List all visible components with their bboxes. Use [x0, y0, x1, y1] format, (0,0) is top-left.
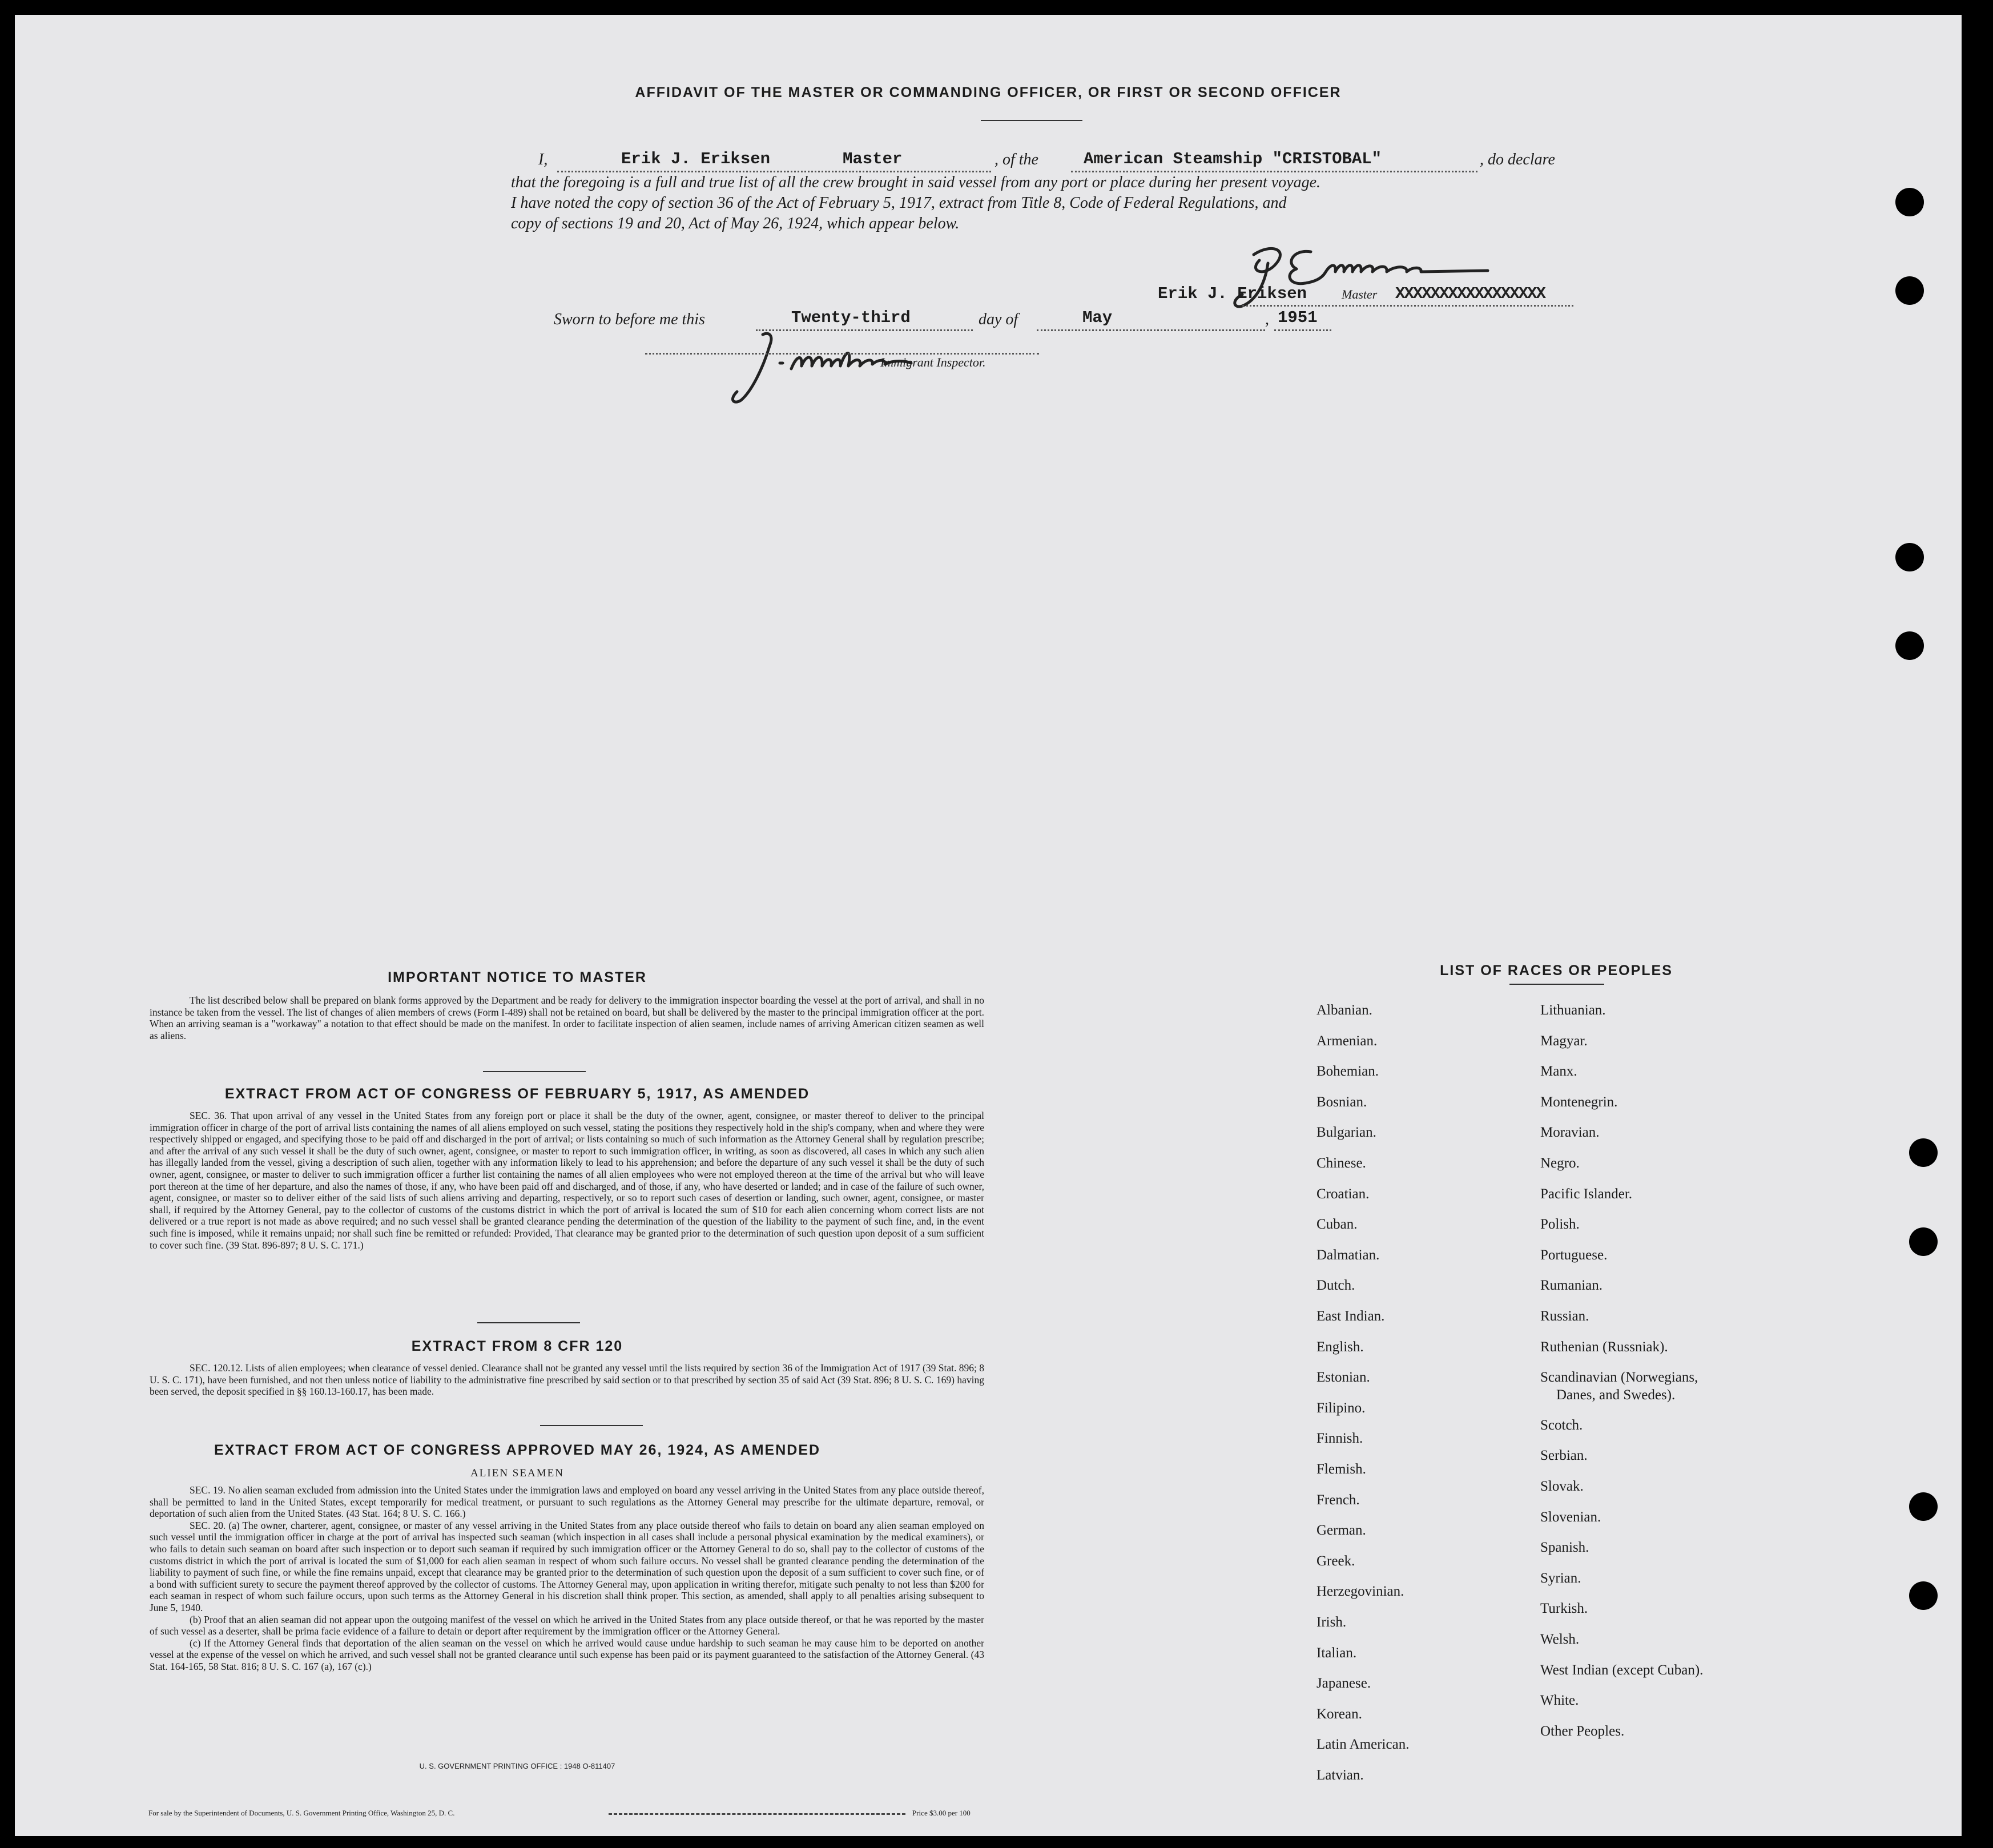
vessel-filled: American Steamship "CRISTOBAL": [1084, 150, 1382, 168]
race-item: Russian.: [1540, 1309, 1589, 1324]
race-item: Scotch.: [1540, 1417, 1583, 1433]
race-item: West Indian (except Cuban).: [1540, 1662, 1704, 1678]
sec-20b-text: (b) Proof that an alien seaman did not appear upon the outgoing manifest of the vessel on which he arrived in the United States from any place outside thereof, or that he was reported by the master of such vessel as a deserter, shall be prima facie evidence of a failure to detain or deport after requirement by the immigration officer or the Attorney General.: [150, 1613, 984, 1637]
affidavit-body-line-3: copy of sections 19 and 20, Act of May 26, 1924, which appear below.: [511, 215, 960, 232]
footer-right: Price $3.00 per 100: [912, 1809, 971, 1817]
race-item: Portuguese.: [1540, 1247, 1608, 1263]
vessel-blank: [1071, 171, 1477, 172]
race-item: Italian.: [1316, 1645, 1357, 1661]
race-item: Filipino.: [1316, 1400, 1366, 1416]
race-item: Latin American.: [1316, 1737, 1410, 1753]
notice-title: IMPORTANT NOTICE TO MASTER: [388, 969, 647, 985]
race-item: Welsh.: [1540, 1632, 1580, 1647]
extract-cfr-title: EXTRACT FROM 8 CFR 120: [411, 1338, 623, 1354]
affidavit-title: AFFIDAVIT OF THE MASTER OR COMMANDING OFFICER, OR FIRST OR SECOND OFFICER: [635, 84, 1342, 100]
extract-1917-text: SEC. 36. That upon arrival of any vessel in the United States from any foreign port or place it shall be the duty of the owner, agent, consignee, or master thereof to deliver to the principal immigration officer in charge of the port of arrival lists containing the names of all aliens employed on such vessel, stating the positions they respectively hold in the ship's company, when and where they were respectively shipped or engaged, and specifying those to be paid off and discharged in the port of arrival; or lists containing so much of such information as the Attorney General shall by regulation prescribe; and after the arrival of any such vessel it shall be the duty of such owner, agent, consignee, or master to report to such immigration officer, in writing, as soon as discovered, all cases in which any such alien has illegally landed from the vessel, giving a description of such alien, together with any information likely to lead to his apprehension; and before the departure of any such vessel it shall be the duty of such owner, agent, consignee, or master to deliver to such immigration officer a further list containing the names of all alien employees who were not employed thereon at the time of the arrival but who will leave port thereon at the time of her departure, and also the names of those, if any, who have been paid off and discharged, and of those, if any, who have deserted or landed; and in case of the failure of such owner, agent, consignee, or master so to deliver either of the said lists of such aliens arriving and departing, respectively, or so to report such cases of desertion or landing, such owner, agent, consignee, or master shall, if required by the Attorney General, pay to the collector of customs of the customs district in which the port of arrival is located the sum of $10 for each alien concerning whom correct lists are not delivered or a true report is not made as above required; and no such vessel shall be granted clearance pending the determination of the question of the liability to the payment of such fine, and, in the event such fine is imposed, while it remains unpaid; nor shall such fine be remitted or refunded: Provided, That clearance may be granted prior to the determination of such question upon deposit of a sum sufficient to cover such fine. (39 Stat. 896-897; 8 U. S. C. 171.): [150, 1110, 984, 1251]
affidavit-pre-name: I,: [538, 151, 548, 168]
race-item: English.: [1316, 1339, 1364, 1355]
race-item: Chinese.: [1316, 1155, 1366, 1171]
race-item: Herzegovinian.: [1316, 1584, 1404, 1600]
race-item: Ruthenian (Russniak).: [1540, 1339, 1668, 1355]
punch-hole: [1909, 1581, 1938, 1610]
footer-left: For sale by the Superintendent of Documents, U. S. Government Printing Office, Washington 25, D. C.: [148, 1809, 455, 1817]
race-item: White.: [1540, 1693, 1579, 1709]
sworn-prefix: Sworn to before me this: [554, 311, 705, 328]
race-item: Greek.: [1316, 1553, 1355, 1569]
divider-3: [540, 1425, 643, 1426]
sworn-year-blank: [1274, 329, 1331, 331]
race-item: Montenegrin.: [1540, 1094, 1618, 1110]
notice-text: The list described below shall be prepared on blank forms approved by the Department and be ready for delivery to the immigration inspector boarding the vessel at the port of arrival, and shall in no instance be taken from the vessel. The list of changes of alien members of crews (Form I-489) shall not be retained on board, but shall be delivered by the master to the principal immigration officer at the port. When an arriving seaman is a "workaway" a notation to that effect should be made on the manifest. In order to facilitate inspection of alien seamen, include names of arriving American citizen seamen as well as aliens.: [150, 995, 984, 1041]
race-item: Turkish.: [1540, 1601, 1588, 1617]
race-item: Manx.: [1540, 1064, 1577, 1080]
extract-1924-body: [150, 1484, 984, 1673]
rank-filled: Master: [843, 150, 903, 168]
race-item: Serbian.: [1540, 1448, 1588, 1464]
races-title: LIST OF RACES OR PEOPLES: [1440, 963, 1673, 979]
race-item: Bulgarian.: [1316, 1125, 1376, 1141]
race-item: East Indian.: [1316, 1309, 1385, 1324]
year-comma: ,: [1265, 311, 1269, 328]
sec-19-text: SEC. 19. No alien seaman excluded from admission into the United States under the immigration laws and employed on board any vessel arriving in the United States from any place outside thereof, shall be permitted to land in the United States, except temporarily for medical treatment, or pursuant to such regulations as the Attorney General may prescribe for the ultimate departure, removal, or deportation of such alien from the United States. (43 Stat. 164; 8 U. S. C. 166.): [150, 1484, 984, 1520]
race-item: Korean.: [1316, 1706, 1362, 1722]
race-item: Bosnian.: [1316, 1094, 1367, 1110]
affidavit-body-line-1: that the foregoing is a full and true list of all the crew brought in said vessel from any port or place during her present voyage.: [511, 174, 1321, 191]
sworn-day: Twenty-third: [791, 308, 911, 327]
race-item: Rumanian.: [1540, 1278, 1603, 1294]
sec-20c-text: (c) If the Attorney General finds that deportation of the alien seaman on the vessel on which he arrived would cause undue hardship to such seaman he may cause him to be deported on another vessel at the expense of the vessel on which he arrived, and such vessel shall not be granted clearance until such expense has been paid or its payment guaranteed to the satisfaction of the Attorney General. (43 Stat. 164-165, 58 Stat. 816; 8 U. S. C. 167 (a), 167 (c).): [150, 1637, 984, 1672]
race-item: Slovenian.: [1540, 1509, 1601, 1525]
name-blank: [557, 171, 991, 172]
sworn-month: May: [1082, 308, 1113, 327]
typed-signer: Erik J. Eriksen: [1158, 284, 1307, 303]
race-item: Other Peoples.: [1540, 1723, 1625, 1739]
race-item: Lithuanian.: [1540, 1002, 1606, 1018]
extract-1924-title: EXTRACT FROM ACT OF CONGRESS APPROVED MAY 26, 1924, AS AMENDED: [214, 1442, 821, 1458]
race-item: Flemish.: [1316, 1462, 1366, 1477]
race-item: Irish.: [1316, 1615, 1347, 1630]
affidavit-of-the: , of the: [995, 151, 1038, 168]
sworn-year: 1951: [1278, 308, 1318, 327]
signer-caption: Master: [1342, 287, 1378, 301]
affidavit-body-line-2: I have noted the copy of section 36 of the Act of February 5, 1917, extract from Title 8, Code of Federal Regulations, and: [511, 194, 1287, 212]
race-item: Danes, and Swedes).: [1556, 1387, 1676, 1403]
gpo-line: U. S. GOVERNMENT PRINTING OFFICE : 1948 O-811407: [419, 1762, 615, 1770]
sec-20a-text: SEC. 20. (a) The owner, charterer, agent, consignee, or master of any vessel arriving in the United States from any place outside thereof who fails to detain on board any alien seaman employed on such vessel until the immigration officer in charge at the port of arrival has inspected such seaman (which inspection in all cases shall include a personal physical examination by the medical examiners), or who fails to detain such seaman on board after such inspection or to deport such seaman if required by such immigration officer or the Attorney General to do so, shall pay to the collector of customs of the customs district in which the port of arrival is located the sum of $1,000 for each alien seaman in respect of whom such failure occurs. No vessel shall be granted clearance pending the determination of the liability to payment of such fine, or while the fine remains unpaid, except that clearance may be granted prior to the determination of such question upon the deposit of a sum sufficient to cover such fine, or of a bond with sufficient surety to secure the payment thereof approved by the collector of customs. The Attorney General may, upon application in writing therefor, mitigate such penalty to not less than $200 for each seaman in respect of whom such failure occurs, upon such terms as the Attorney General in his discretion shall think proper. This section, as amended, shall apply to all penalties arising subsequent to June 5, 1940.: [150, 1519, 984, 1613]
race-item: Dalmatian.: [1316, 1247, 1380, 1263]
race-item: Spanish.: [1540, 1540, 1589, 1556]
inspector-blank: [645, 353, 1039, 355]
document-page: [15, 15, 1962, 1836]
signature-blank: [1242, 305, 1573, 307]
divider-1: [483, 1071, 586, 1072]
struck-titles: XXXXXXXXXXXXXXXXX: [1395, 284, 1545, 303]
race-item: Magyar.: [1540, 1033, 1588, 1049]
name-filled: Erik J. Eriksen: [621, 150, 771, 168]
race-item: Dutch.: [1316, 1278, 1355, 1294]
race-item: Syrian.: [1540, 1570, 1581, 1586]
race-item: Polish.: [1540, 1217, 1580, 1233]
punch-hole: [1895, 188, 1924, 216]
punch-hole: [1895, 631, 1924, 660]
race-item: French.: [1316, 1492, 1360, 1508]
race-item: Armenian.: [1316, 1033, 1378, 1049]
sworn-month-blank: [1037, 329, 1265, 331]
race-item: Pacific Islander.: [1540, 1186, 1633, 1202]
extract-cfr-text: SEC. 120.12. Lists of alien employees; when clearance of vessel denied. Clearance shall not be granted any vessel until the lists required by section 36 of the Immigration Act of 1917 (39 Stat. 896; 8 U. S. C. 171), have been furnished, and not then unless notice of liability to the administrative fine prescribed by said section or to that prescribed by section 35 of said Act (39 Stat. 896; 8 U. S. C. 169) having been served, the deposit specified in §§ 160.13-160.17, has been made.: [150, 1362, 984, 1398]
footer-dashes: [609, 1813, 905, 1815]
races-underline: [1509, 984, 1604, 985]
race-item: Croatian.: [1316, 1186, 1370, 1202]
race-item: Estonian.: [1316, 1370, 1370, 1386]
race-item: Japanese.: [1316, 1676, 1371, 1692]
race-item: Albanian.: [1316, 1002, 1372, 1018]
punch-hole: [1909, 1227, 1938, 1256]
race-item: Scandinavian (Norwegians,: [1540, 1370, 1698, 1386]
race-item: Finnish.: [1316, 1431, 1363, 1447]
race-item: Negro.: [1540, 1155, 1580, 1171]
punch-hole: [1909, 1138, 1938, 1167]
punch-hole: [1895, 276, 1924, 305]
divider-2: [477, 1322, 580, 1323]
extract-1917-title: EXTRACT FROM ACT OF CONGRESS OF FEBRUARY 5, 1917, AS AMENDED: [224, 1086, 810, 1102]
punch-hole: [1909, 1492, 1938, 1521]
race-item: Moravian.: [1540, 1125, 1600, 1141]
race-item: Cuban.: [1316, 1217, 1358, 1233]
punch-hole: [1895, 543, 1924, 571]
race-item: Latvian.: [1316, 1768, 1364, 1783]
inspector-caption: Immigrant Inspector.: [880, 355, 986, 369]
day-of: day of: [979, 311, 1018, 328]
extract-1924-subtitle: ALIEN SEAMEN: [470, 1467, 564, 1479]
title-underline: [981, 120, 1082, 121]
race-item: Bohemian.: [1316, 1064, 1379, 1080]
race-item: German.: [1316, 1523, 1366, 1539]
affidavit-do-declare: , do declare: [1480, 151, 1555, 168]
race-item: Slovak.: [1540, 1479, 1584, 1494]
